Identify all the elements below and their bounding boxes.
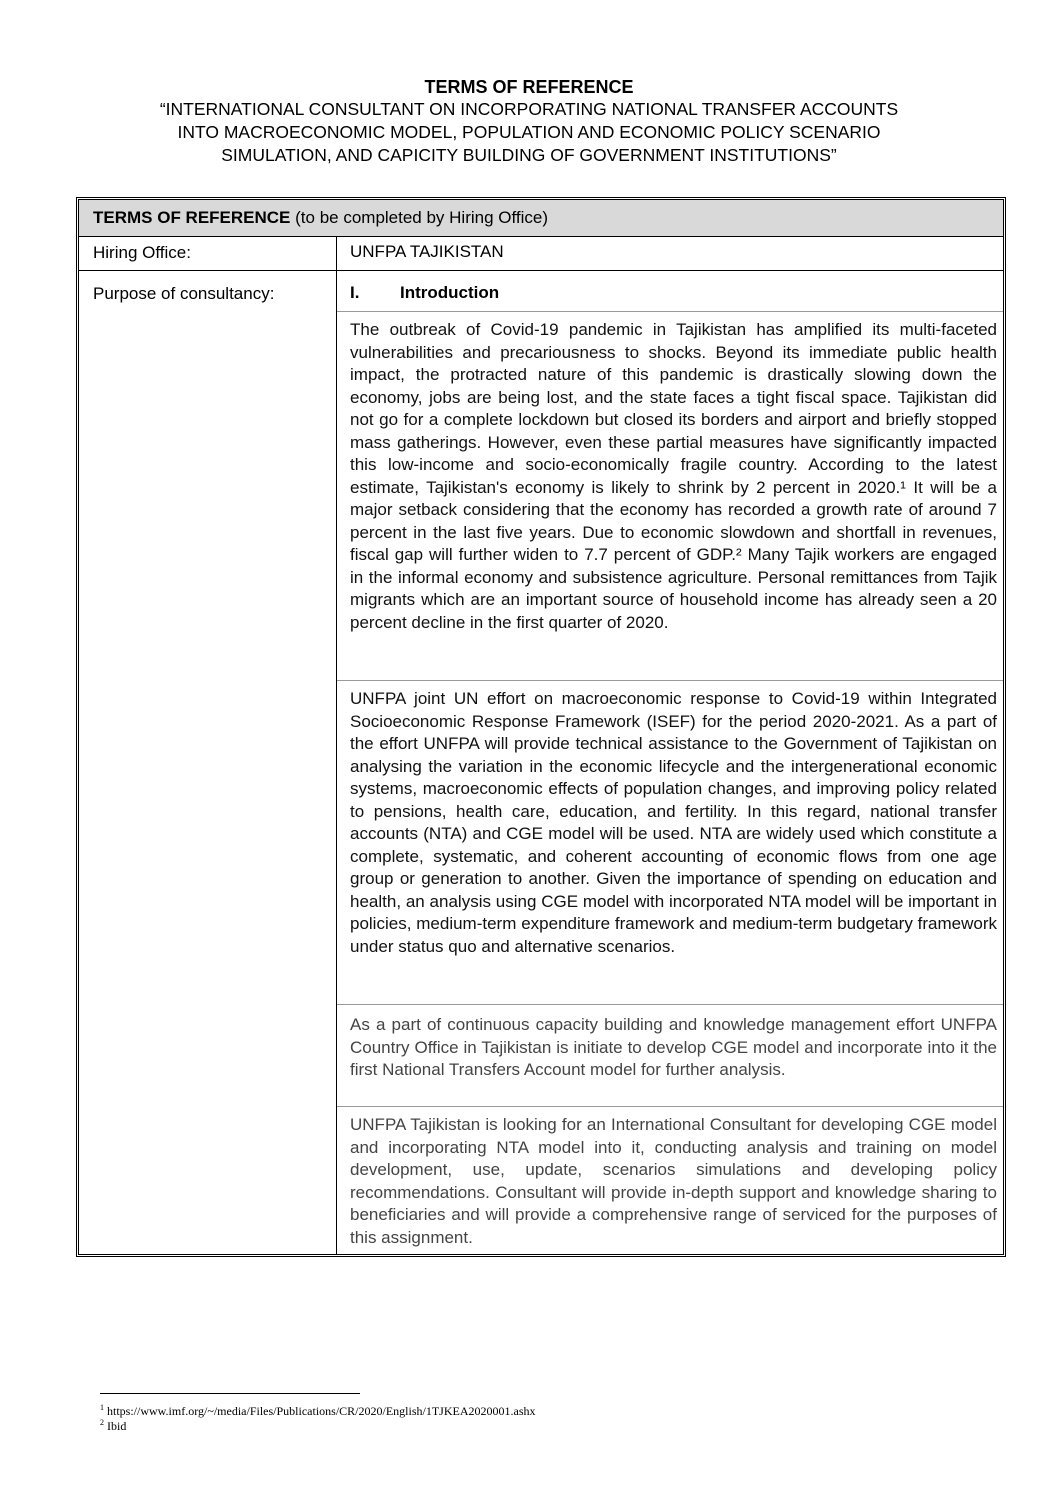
footnote-2 — [100, 1416, 126, 1433]
cell-divider — [337, 1106, 1003, 1107]
paragraph-1: The outbreak of Covid-19 pandemic in Tajikistan has amplified its multi-faceted vulnerabilities and precariousness to shocks. Beyond its immediate public health impact, the protracted nature of this pandemic is drastically slowing down the economy, jobs are being lost, and the state faces a tight fiscal space. Tajikistan did not go for a complete lockdown but closed its borders and airport and briefly stopped mass gatherings. However, even these partial measures have significantly impacted this low-income and socio-economically fragile country. According to the latest estimate, Tajikistan's economy is likely to shrink by 2 percent in 2020.¹ It will be a major setback considering that the economy has recorded a growth rate of around 7 percent in the last five years. Due to economic slowdown and shortfall in revenues, fiscal gap will further widen to 7.7 percent of GDP.² Many Tajik workers are engaged in the informal economy and subsistence agriculture. Personal remittances from Tajik migrants which are an important source of household income has already seen a 20 percent decline in the first quarter of 2020. — [350, 320, 997, 632]
table-header-bold: TERMS OF REFERENCE — [93, 208, 291, 227]
table-header — [79, 200, 1003, 237]
paragraph-2: UNFPA joint UN effort on macroeconomic response to Covid-19 within Integrated Socioeconomic Response Framework (ISEF) for the period 2020-2021. As a part of the effort UNFPA will provide technical assistance to the Government of Tajikistan on analysing the variation in the economic lifecycle and the intergenerational economic systems, macroeconomic effects of population changes, and improving policy related to pensions, health care, education, and fertility. In this regard, national transfer accounts (NTA) and CGE model will be used. NTA are widely used which constitute a complete, systematic, and coherent accounting of economic flows from one age group or generation to another. Given the importance of spending on education and health, an analysis using CGE model with incorporated NTA model will be important in policies, medium-term expenditure framework and medium-term budgetary framework under status quo and alternative scenarios. — [350, 689, 997, 956]
column-divider — [336, 236, 337, 1254]
cell-divider — [337, 311, 1003, 312]
footnote-1 — [100, 1401, 536, 1418]
section-number: I. — [350, 283, 360, 302]
footnote-mark: 1 — [100, 1403, 104, 1412]
document-header — [0, 76, 1058, 167]
purpose-label: Purpose of consultancy: — [93, 284, 275, 303]
hiring-office-row — [79, 236, 1003, 271]
paragraph-4: UNFPA Tajikistan is looking for an International Consultant for developing CGE model and incorporating NTA model into it, conducting analysis and training on model development, use, update, scenarios simulations and developing policy recommendations. Consultant will provide in-depth support and knowledge sharing to beneficiaries and will provide a comprehensive range of serviced for the purposes of this assignment. — [350, 1115, 997, 1247]
footnote-text: Ibid — [107, 1419, 127, 1433]
subtitle-line: “INTERNATIONAL CONSULTANT ON INCORPORATING NATIONAL TRANSFER ACCOUNTS — [159, 99, 899, 119]
cell-divider — [337, 1004, 1003, 1005]
hiring-office-value: UNFPA TAJIKISTAN — [350, 242, 504, 261]
section-title: Introduction — [400, 283, 500, 302]
cell-divider — [337, 680, 1003, 681]
subtitle-line: SIMULATION, AND CAPICITY BUILDING OF GOVERNMENT INSTITUTIONS” — [221, 145, 837, 165]
footnote-text: https://www.imf.org/~/media/Files/Publications/CR/2020/English/1TJKEA2020001.ashx — [107, 1404, 536, 1418]
hiring-office-label: Hiring Office: — [93, 243, 191, 262]
terms-of-reference-table — [76, 197, 1006, 1257]
table-header-note: (to be completed by Hiring Office) — [290, 208, 549, 227]
document-title: TERMS OF REFERENCE — [424, 77, 634, 97]
document-subtitle — [79, 98, 979, 167]
footnote-separator — [100, 1393, 360, 1394]
footnote-mark: 2 — [100, 1418, 104, 1427]
subtitle-line: INTO MACROECONOMIC MODEL, POPULATION AND ECONOMIC POLICY SCENARIO — [177, 122, 881, 142]
section-heading — [350, 283, 499, 303]
paragraph-3: As a part of continuous capacity building and knowledge management effort UNFPA Country Office in Tajikistan is initiate to develop CGE model and incorporate into it the first National Transfers Account model for further analysis. — [350, 1015, 997, 1079]
